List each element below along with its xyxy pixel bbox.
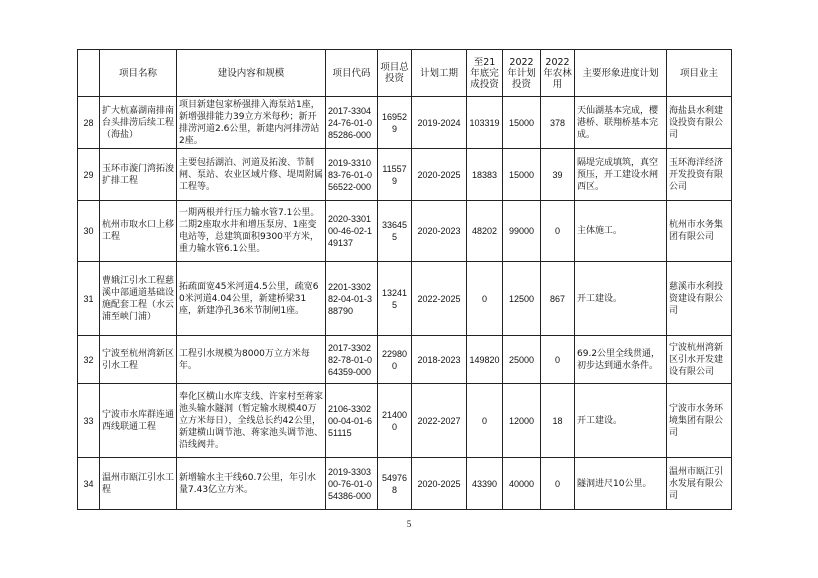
header-cell: 2022年农林用 [541,50,575,97]
progress-plan: 隧洞进尺10公里。 [575,458,667,510]
period: 2019-2024 [412,97,467,149]
project-name: 玉环市漩门湾拓浚扩排工程 [100,149,177,201]
project-name: 宁波至杭州湾新区引水工程 [100,336,177,384]
progress-plan: 开工建设。 [575,262,667,336]
project-content: 新增输水主干线60.7公里，年引水量7.43亿立方米。 [177,458,326,510]
project-code: 2201-330282-04-01-388790 [326,262,378,336]
project-content: 拓疏面宽45米河道4.5公里，疏宽60米河道4.04公里，新建桥梁31座，新建净孔36米节制闸1座。 [177,262,326,336]
project-content: 工程引水规模为8000万立方米每年。 [177,336,326,384]
completed-investment: 43390 [467,458,503,510]
land-use: 0 [541,201,575,262]
header-cell: 项目代码 [326,50,378,97]
planned-investment: 12000 [503,384,541,458]
period: 2020-2025 [412,149,467,201]
table-row [78,201,732,262]
progress-plan: 隔堤完成填筑，真空预压，开工建设水闸西区。 [575,149,667,201]
completed-investment: 103319 [467,97,503,149]
project-owner: 温州市瓯江引水发展有限公司 [667,458,732,510]
project-code: 2106-330200-04-01-651115 [326,384,378,458]
table-row [78,262,732,336]
progress-plan: 开工建设。 [575,384,667,458]
project-content: 一期两根并行压力输水管7.1公里。二期2座取水井和增压泵房、1座变电站等，总建筑面积9300平方米，重力输水管6.1公里。 [177,201,326,262]
project-content: 项目新建包家桥强排入海泵站1座，新增强排能力39立方米每秒；新开排涝河道2.6公里，新建内河排涝站2座。 [177,97,326,149]
completed-investment: 18383 [467,149,503,201]
total-investment: 169529 [378,97,412,149]
project-name: 扩大杭嘉湖南排南台头排涝后续工程（海盐） [100,97,177,149]
project-owner: 慈溪市水利投资建设有限公司 [667,262,732,336]
total-investment: 336455 [378,201,412,262]
row-number: 31 [78,262,100,336]
header-cell: 至21年底完成投资 [467,50,503,97]
period: 2020-2023 [412,201,467,262]
total-investment: 549768 [378,458,412,510]
completed-investment: 0 [467,262,503,336]
project-owner: 海盐县水利建设投资有限公司 [667,97,732,149]
header-cell: 主要形象进度计划 [575,50,667,97]
completed-investment: 149820 [467,336,503,384]
table-row [78,458,732,510]
project-code: 2020-330100-46-02-149137 [326,201,378,262]
header-cell: 建设内容和规模 [177,50,326,97]
header-cell [78,50,100,97]
header-cell: 项目总投资 [378,50,412,97]
project-code: 2019-330300-76-01-054386-000 [326,458,378,510]
planned-investment: 99000 [503,201,541,262]
planned-investment: 15000 [503,149,541,201]
progress-plan: 主体施工。 [575,201,667,262]
project-owner: 玉环海洋经济开发投资有限公司 [667,149,732,201]
total-investment: 229800 [378,336,412,384]
planned-investment: 40000 [503,458,541,510]
header-cell: 计划工期 [412,50,467,97]
period: 2022-2027 [412,384,467,458]
table-header-row [78,50,732,97]
row-number: 34 [78,458,100,510]
completed-investment: 0 [467,384,503,458]
row-number: 33 [78,384,100,458]
completed-investment: 48202 [467,201,503,262]
total-investment: 214000 [378,384,412,458]
land-use: 18 [541,384,575,458]
project-owner: 杭州市水务集团有限公司 [667,201,732,262]
header-cell: 项目业主 [667,50,732,97]
project-name: 宁波市水库群连通西线联通工程 [100,384,177,458]
row-number: 30 [78,201,100,262]
project-owner: 宁波杭州湾新区引水开发建设有限公司 [667,336,732,384]
land-use: 0 [541,336,575,384]
project-name: 杭州市取水口上移工程 [100,201,177,262]
project-name: 温州市瓯江引水工程 [100,458,177,510]
land-use: 0 [541,458,575,510]
project-name: 曹娥江引水工程慈溪中部通道基础设施配套工程（水云浦至峡门浦） [100,262,177,336]
row-number: 32 [78,336,100,384]
progress-plan: 69.2公里全线贯通，初步达到通水条件。 [575,336,667,384]
total-investment: 115579 [378,149,412,201]
header-cell: 2022年计划投资 [503,50,541,97]
planned-investment: 25000 [503,336,541,384]
row-number: 29 [78,149,100,201]
project-owner: 宁波市水务环境集团有限公司 [667,384,732,458]
land-use: 867 [541,262,575,336]
planned-investment: 12500 [503,262,541,336]
project-content: 主要包括湖泊、河道及拓浚、节制闸、泵站、农业区域片修、堤周附属工程等。 [177,149,326,201]
table-row [78,384,732,458]
progress-plan: 天仙湖基本完成，樱港桥、联翔桥基本完成。 [575,97,667,149]
header-cell: 项目名称 [100,50,177,97]
period: 2018-2023 [412,336,467,384]
total-investment: 132415 [378,262,412,336]
table-row [78,149,732,201]
project-code: 2017-330282-78-01-064359-000 [326,336,378,384]
table-row [78,336,732,384]
project-code: 2017-330424-76-01-085286-000 [326,97,378,149]
row-number: 28 [78,97,100,149]
table-row [78,97,732,149]
period: 2020-2025 [412,458,467,510]
planned-investment: 15000 [503,97,541,149]
land-use: 378 [541,97,575,149]
project-code: 2019-331083-76-01-056522-000 [326,149,378,201]
land-use: 39 [541,149,575,201]
page-number: 5 [406,519,412,529]
project-table [77,49,732,510]
project-content: 奉化区横山水库支线、许家村至蒋家池头输水隧洞（暂定输水规模40万立方米每日），全线总长约42公里，新建横山调节池、蒋家池头调节池、沿线阀井。 [177,384,326,458]
period: 2022-2025 [412,262,467,336]
